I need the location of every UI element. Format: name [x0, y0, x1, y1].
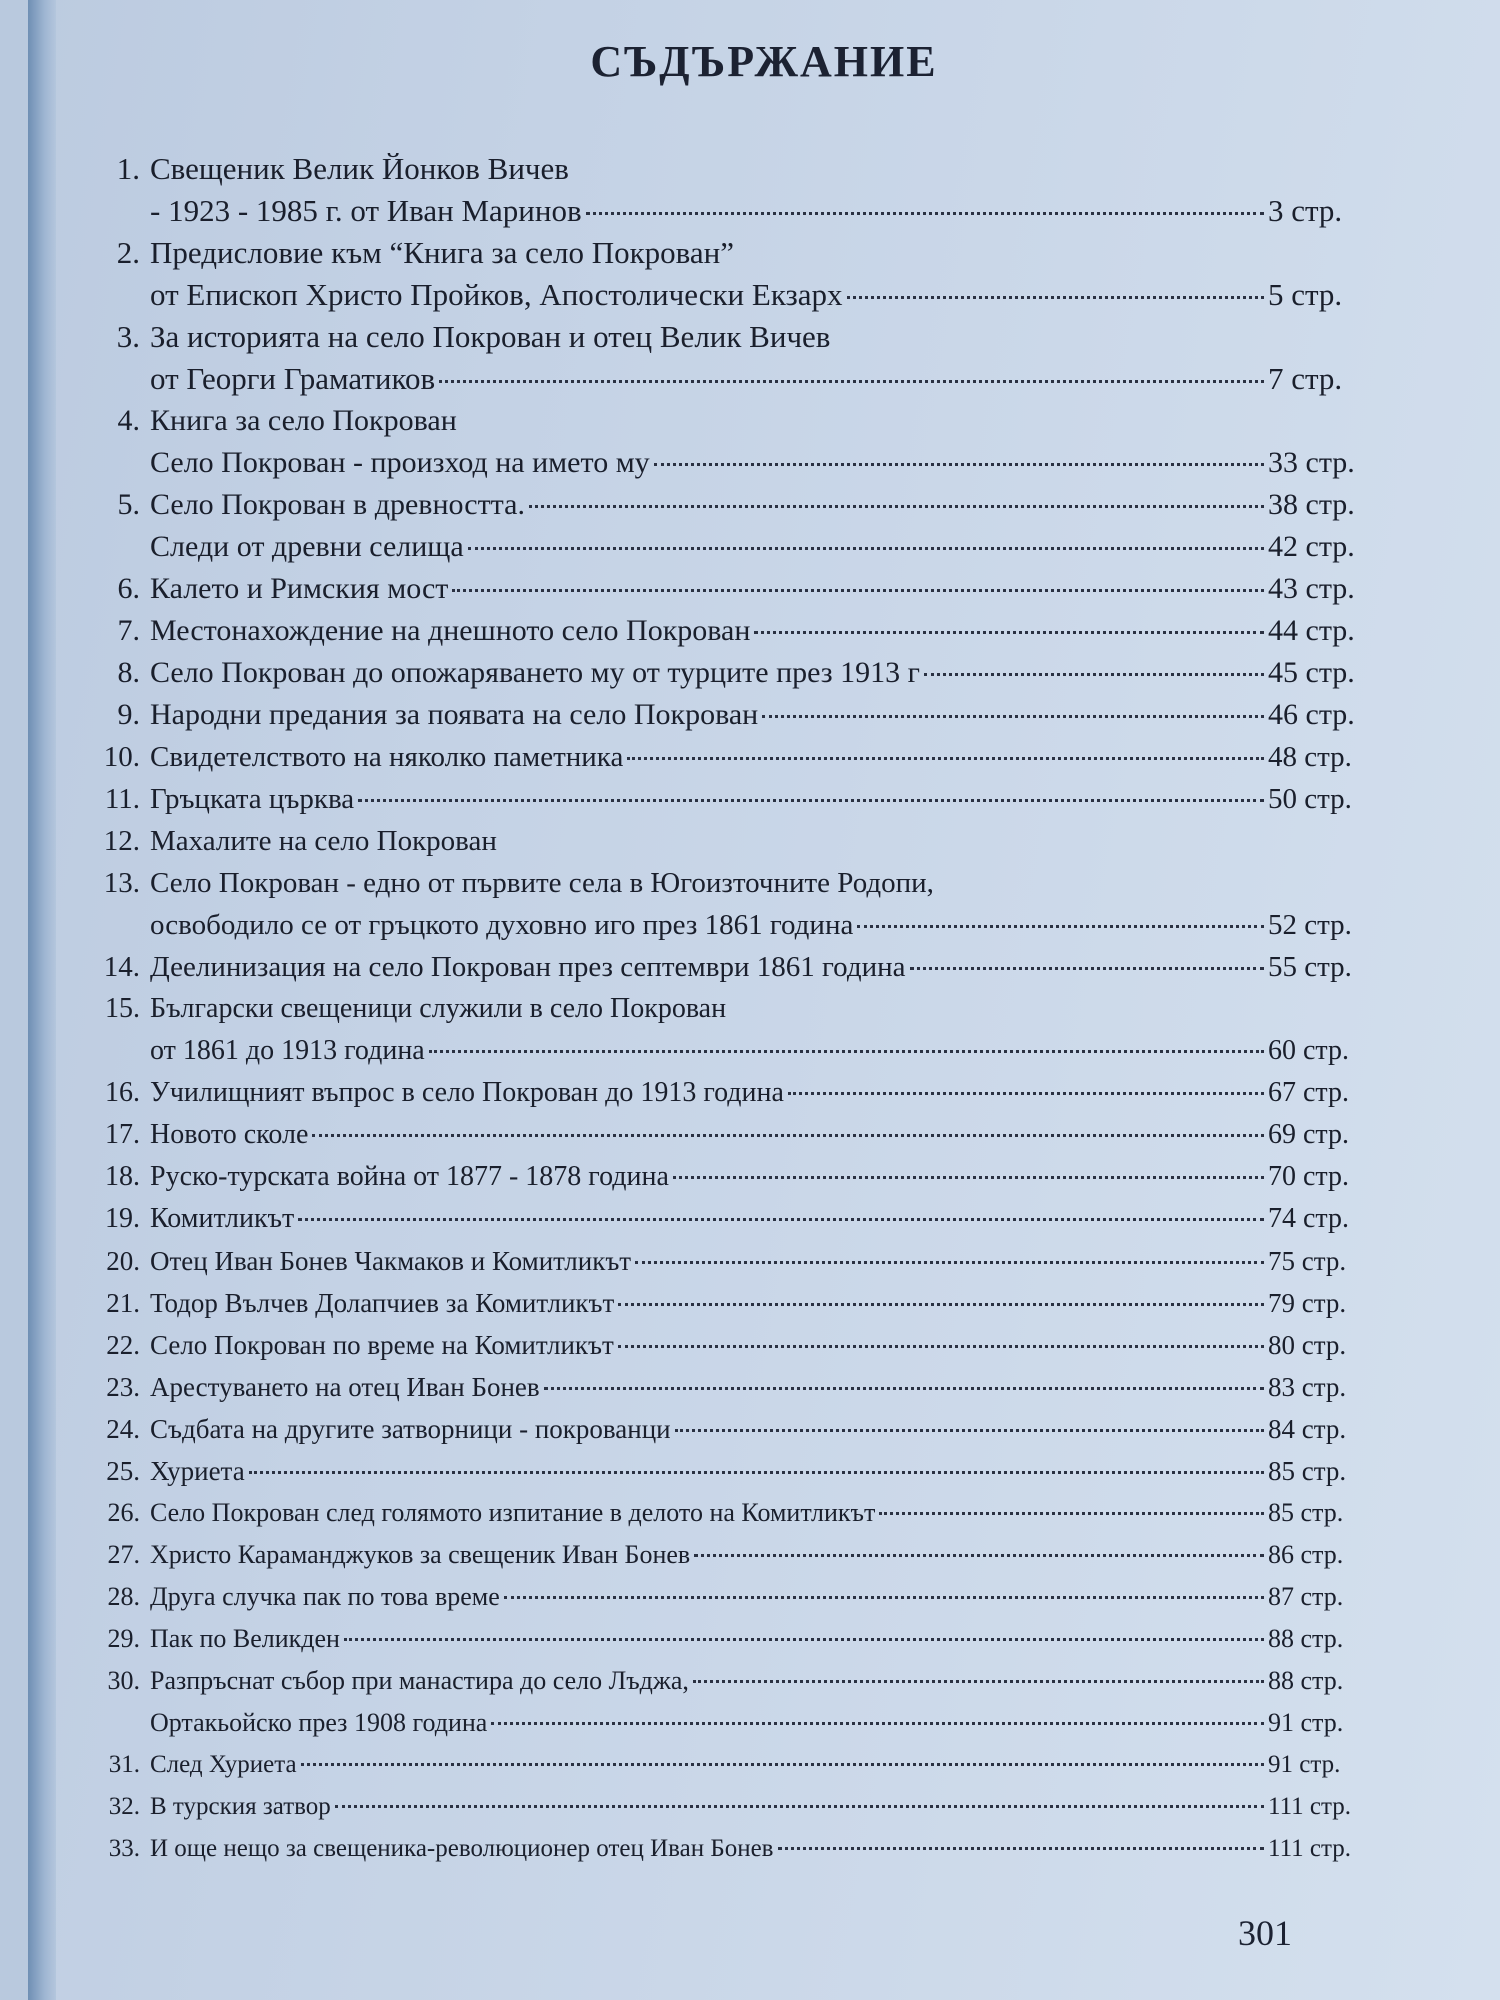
dot-leader	[673, 1176, 1264, 1179]
toc-entry-page: 60 стр.	[1268, 1035, 1350, 1066]
dot-leader	[249, 1471, 1264, 1474]
toc-entry-number: 23.	[106, 1372, 140, 1402]
dot-leader	[847, 296, 1265, 299]
toc-entry-number: 16.	[105, 1077, 140, 1108]
toc-entry-title: Деелинизация на село Покрован през септември 1861 година	[150, 951, 906, 983]
toc-entry-number: 14.	[103, 951, 140, 983]
toc-entry-page: 87 стр.	[1268, 1582, 1344, 1611]
toc-entry	[90, 1282, 1380, 1324]
toc-entry-number: 4.	[117, 404, 140, 437]
toc-entry	[90, 1408, 1380, 1450]
toc-entry-page: 85 стр.	[1268, 1456, 1347, 1486]
toc-entry-number: 32.	[108, 1793, 140, 1820]
toc-entry-page: 38 стр.	[1268, 488, 1355, 521]
toc-entry-line	[150, 190, 1380, 232]
toc-entry-page: 79 стр.	[1268, 1288, 1347, 1318]
dot-leader	[468, 547, 1264, 550]
toc-entry-line	[150, 946, 1380, 988]
toc-entry	[90, 1450, 1380, 1492]
toc-entry-page: 7 стр.	[1268, 361, 1343, 396]
toc-entry	[90, 316, 1380, 400]
toc-entry-page: 46 стр.	[1268, 698, 1355, 731]
toc-entry-line	[150, 862, 1380, 904]
toc-entry	[90, 1114, 1380, 1156]
toc-entry-page: 48 стр.	[1268, 741, 1352, 773]
page-number: 301	[1238, 1913, 1292, 1953]
toc-entry-line	[150, 610, 1380, 652]
toc-entry	[90, 778, 1380, 820]
toc-entry-number: 7.	[117, 614, 140, 647]
dot-leader	[627, 757, 1264, 760]
toc-entry-page: 91 стр.	[1268, 1751, 1341, 1778]
toc-entry-line	[150, 316, 1380, 358]
toc-entry-number: 19.	[105, 1203, 140, 1234]
toc-entry-number: 18.	[105, 1161, 140, 1192]
dot-leader	[439, 380, 1264, 383]
dot-leader	[693, 1680, 1264, 1683]
toc-entry-number: 8.	[117, 656, 140, 689]
toc-entry-line	[150, 1114, 1380, 1156]
book-page	[28, 0, 1500, 2000]
toc-entry-line	[150, 274, 1380, 316]
toc-entry-page: 83 стр.	[1268, 1372, 1347, 1402]
toc-entry-title: Свидетелството на няколко паметника	[150, 741, 624, 773]
toc-entry	[90, 736, 1380, 778]
toc-entry-line	[150, 904, 1380, 946]
toc-entry	[90, 1828, 1380, 1870]
toc-entry-page: 111 стр.	[1268, 1835, 1351, 1862]
toc-entry-title: Местонахождение на днешното село Покрован	[150, 614, 751, 647]
toc-entry-title: Отец Иван Бонев Чакмаков и Комитликът	[150, 1246, 632, 1276]
toc-entry	[90, 694, 1380, 736]
dot-leader	[344, 1638, 1264, 1641]
toc-entry-number: 15.	[105, 993, 140, 1024]
toc-entry-title: Свещеник Велик Йонков Вичев	[150, 151, 569, 186]
toc-entry-line	[150, 1618, 1380, 1660]
toc-entry-line	[150, 232, 1380, 274]
toc-entry-page: 88 стр.	[1268, 1624, 1344, 1653]
toc-entry-title: Следи от древни селища	[150, 530, 464, 563]
toc-entry-page: 42 стр.	[1268, 530, 1355, 563]
toc-entry-page: 44 стр.	[1268, 614, 1355, 647]
toc-entry-title: В турския затвор	[150, 1793, 331, 1820]
toc-entry-title: Калето и Римския мост	[150, 572, 449, 605]
dot-leader	[879, 1512, 1264, 1515]
toc-entry-page: 80 стр.	[1268, 1330, 1347, 1360]
toc-entry-number: 29.	[107, 1624, 140, 1653]
toc-entry-line	[150, 1534, 1380, 1576]
toc-entry-line	[150, 1366, 1380, 1408]
toc-entry-number: 27.	[107, 1540, 140, 1569]
toc-entry-page: 33 стр.	[1268, 446, 1355, 479]
toc-entry-line	[150, 526, 1380, 568]
toc-entry-number: 21.	[106, 1288, 140, 1318]
dot-leader	[788, 1092, 1264, 1095]
toc-entry-number: 13.	[103, 867, 140, 899]
toc-entry	[90, 400, 1380, 484]
toc-entry-line	[150, 1156, 1380, 1198]
toc-entry	[90, 1534, 1380, 1576]
toc-entry-line	[150, 1408, 1380, 1450]
toc-entry-number: 17.	[105, 1119, 140, 1150]
toc-entry-page: 91 стр.	[1268, 1708, 1344, 1737]
toc-entry	[90, 1660, 1380, 1744]
toc-entry-line	[150, 1786, 1380, 1828]
toc-entry-page: 5 стр.	[1268, 277, 1343, 312]
dot-leader	[529, 505, 1264, 508]
toc-entry-number: 20.	[106, 1246, 140, 1276]
toc-entry-line	[150, 1072, 1380, 1114]
toc-entry-line	[150, 148, 1380, 190]
dot-leader	[618, 1303, 1264, 1306]
toc-entry	[90, 1366, 1380, 1408]
toc-entry-number: 28.	[107, 1582, 140, 1611]
toc-entry-page: 43 стр.	[1268, 572, 1355, 605]
toc-entry-title: Село Покрован след голямото изпитание в делото на Комитликът	[150, 1498, 876, 1527]
toc-entry-page: 86 стр.	[1268, 1540, 1344, 1569]
toc-entry-page: 74 стр.	[1268, 1203, 1350, 1234]
toc-entry-title: Село Покрован до опожаряването му от турците през 1913 г	[150, 656, 920, 689]
toc-entry-title: освободило се от гръцкото духовно иго през 1861 година	[150, 909, 854, 941]
toc-entry-title: И още нещо за свещеника-революционер отец Иван Бонев	[150, 1835, 774, 1862]
toc-entry	[90, 232, 1380, 316]
dot-leader	[754, 631, 1264, 634]
toc-entry	[90, 1240, 1380, 1282]
toc-entry-title: от Георги Граматиков	[150, 361, 436, 396]
toc-entry	[90, 610, 1380, 652]
toc-entry-number: 24.	[106, 1414, 140, 1444]
toc-entry-page: 69 стр.	[1268, 1119, 1350, 1150]
toc-entry-page: 111 стр.	[1268, 1793, 1351, 1820]
toc-entry	[90, 1786, 1380, 1828]
toc-entry-number: 10.	[103, 741, 140, 773]
toc-entry	[90, 1324, 1380, 1366]
dot-leader	[924, 673, 1264, 676]
dot-leader	[335, 1805, 1264, 1808]
toc-entry-title: Село Покрован в древността.	[150, 488, 525, 521]
toc-entry	[90, 946, 1380, 988]
toc-entry-line	[150, 1030, 1380, 1072]
dot-leader	[635, 1261, 1264, 1264]
toc-entry	[90, 820, 1380, 862]
toc-entry	[90, 652, 1380, 694]
toc-entry-title: Български свещеници служили в село Покрован	[150, 993, 727, 1024]
dot-leader	[694, 1554, 1264, 1557]
dot-leader	[491, 1722, 1264, 1725]
toc-entry-title: Новото сколе	[150, 1119, 309, 1150]
toc-entry-title: Село Покрован - произход на името му	[150, 446, 650, 479]
toc-entry	[90, 1744, 1380, 1786]
toc-entry-title: Арестуването на отец Иван Бонев	[150, 1372, 540, 1402]
toc-entry-number: 30.	[107, 1666, 140, 1695]
toc-entry-number: 33.	[108, 1835, 140, 1862]
toc-entry-title: Пак по Великден	[150, 1624, 340, 1653]
toc-entry-title: За историята на село Покрован и отец Велик Вичев	[150, 319, 831, 354]
toc-entry-line	[150, 694, 1380, 736]
toc-entry	[90, 1198, 1380, 1240]
toc-entry-number: 3.	[116, 319, 140, 354]
toc-entry-line	[150, 442, 1380, 484]
toc-entry	[90, 1618, 1380, 1660]
toc-entry-line	[150, 1744, 1380, 1786]
toc-entry-title: Ортакьойско през 1908 година	[150, 1708, 488, 1737]
dot-leader	[452, 589, 1264, 592]
toc-entry-number: 6.	[117, 572, 140, 605]
toc-entry-line	[150, 1198, 1380, 1240]
dot-leader	[504, 1596, 1264, 1599]
toc-entry-page: 50 стр.	[1268, 783, 1352, 815]
toc-entry	[90, 1492, 1380, 1534]
toc-entry-title: Тодор Вълчев Долапчиев за Комитликът	[150, 1288, 615, 1318]
toc-entry-title: Гръцката църква	[150, 783, 355, 815]
toc-entry-line	[150, 1282, 1380, 1324]
toc-entry-line	[150, 1576, 1380, 1618]
toc-entry-number: 26.	[107, 1498, 140, 1527]
toc-entry-title: Предисловие към “Книга за село Покрован”	[150, 235, 735, 270]
toc-entry-title: Село Покрован - едно от първите села в Югоизточните Родопи,	[150, 867, 934, 899]
toc-entry-title: Село Покрован по време на Комитликът	[150, 1330, 614, 1360]
toc-entry-title: След Хуриета	[150, 1751, 297, 1778]
dot-leader	[778, 1847, 1265, 1850]
toc-entry-number: 2.	[116, 235, 140, 270]
toc-entry-page: 55 стр.	[1268, 951, 1352, 983]
toc-entry-title: Съдбата на другите затворници - покрованци	[150, 1414, 671, 1444]
toc-entry	[90, 568, 1380, 610]
toc-entry-number: 31.	[108, 1751, 140, 1778]
dot-leader	[586, 212, 1264, 215]
toc-entry-title: Махалите на село Покрован	[150, 825, 497, 857]
dot-leader	[358, 799, 1264, 802]
dot-leader	[618, 1345, 1264, 1348]
toc-entry-line	[150, 484, 1380, 526]
dot-leader	[298, 1218, 1264, 1221]
toc-entry-title: от Епископ Христо Пройков, Апостолически Екзарх	[150, 277, 843, 312]
toc-entry-page: 85 стр.	[1268, 1498, 1344, 1527]
toc-entry-line	[150, 400, 1380, 442]
toc-entry-title: Народни предания за появата на село Покрован	[150, 698, 759, 731]
toc-entry-page: 84 стр.	[1268, 1414, 1347, 1444]
toc-entry-line	[150, 1492, 1380, 1534]
toc-entry-line	[150, 568, 1380, 610]
toc-entry-page: 88 стр.	[1268, 1666, 1344, 1695]
toc-entry	[90, 862, 1380, 946]
toc-entry-title: Хуриета	[150, 1456, 245, 1486]
toc-entry	[90, 484, 1380, 568]
toc-entry-page: 52 стр.	[1268, 909, 1352, 941]
toc-entry-title: Комитликът	[150, 1203, 295, 1234]
toc-entry-page: 45 стр.	[1268, 656, 1355, 689]
toc-entry-page: 75 стр.	[1268, 1246, 1347, 1276]
toc-entry-line	[150, 1240, 1380, 1282]
toc-entry-title: Разпръснат събор при манастира до село Лъджа,	[150, 1666, 689, 1695]
dot-leader	[544, 1387, 1264, 1390]
toc-entry-number: 22.	[106, 1330, 140, 1360]
toc-entry-page: 70 стр.	[1268, 1161, 1350, 1192]
dot-leader	[312, 1134, 1264, 1137]
toc-entry-number: 12.	[103, 825, 140, 857]
toc-entry-title: Книга за село Покрован	[150, 404, 457, 437]
toc-entry-line	[150, 1660, 1380, 1702]
toc-entry-number: 5.	[117, 488, 140, 521]
toc-entry	[90, 1576, 1380, 1618]
toc-entry-line	[150, 820, 1380, 862]
toc-entry-line	[150, 988, 1380, 1030]
toc-entry-title: от 1861 до 1913 година	[150, 1035, 425, 1066]
dot-leader	[762, 715, 1264, 718]
toc-entry	[90, 988, 1380, 1072]
toc-entry-line	[150, 1702, 1380, 1744]
toc-entry	[90, 148, 1380, 232]
toc-entry-number: 1.	[116, 151, 140, 186]
toc-entry-line	[150, 1450, 1380, 1492]
dot-leader	[910, 967, 1265, 970]
toc-entry-number: 9.	[117, 698, 140, 731]
toc-entry-title: Руско-турската война от 1877 - 1878 година	[150, 1161, 669, 1192]
toc-entry-line	[150, 1828, 1380, 1870]
toc-entry-title: - 1923 - 1985 г. от Иван Маринов	[150, 193, 582, 228]
dot-leader	[857, 925, 1264, 928]
toc-entry-line	[150, 358, 1380, 400]
book-binding	[28, 0, 56, 2000]
toc-entry-line	[150, 778, 1380, 820]
toc-entry-title: Христо Караманджуков за свещеник Иван Бонев	[150, 1540, 691, 1569]
dot-leader	[301, 1763, 1264, 1766]
toc-entry-number: 11.	[104, 783, 140, 815]
page-title: СЪДЪРЖАНИЕ	[590, 37, 938, 86]
toc-entry-number: 25.	[106, 1456, 140, 1486]
dot-leader	[654, 463, 1264, 466]
table-of-contents	[90, 148, 1380, 1870]
toc-entry-page: 67 стр.	[1268, 1077, 1350, 1108]
toc-entry-line	[150, 1324, 1380, 1366]
dot-leader	[675, 1429, 1264, 1432]
toc-entry-title: Училищният въпрос в село Покрован до 1913 година	[150, 1077, 784, 1108]
toc-entry-title: Друга случка пак по това време	[150, 1582, 500, 1611]
toc-entry-line	[150, 736, 1380, 778]
toc-entry	[90, 1156, 1380, 1198]
toc-entry-page: 3 стр.	[1268, 193, 1343, 228]
dot-leader	[429, 1050, 1264, 1053]
toc-entry-line	[150, 652, 1380, 694]
toc-entry	[90, 1072, 1380, 1114]
